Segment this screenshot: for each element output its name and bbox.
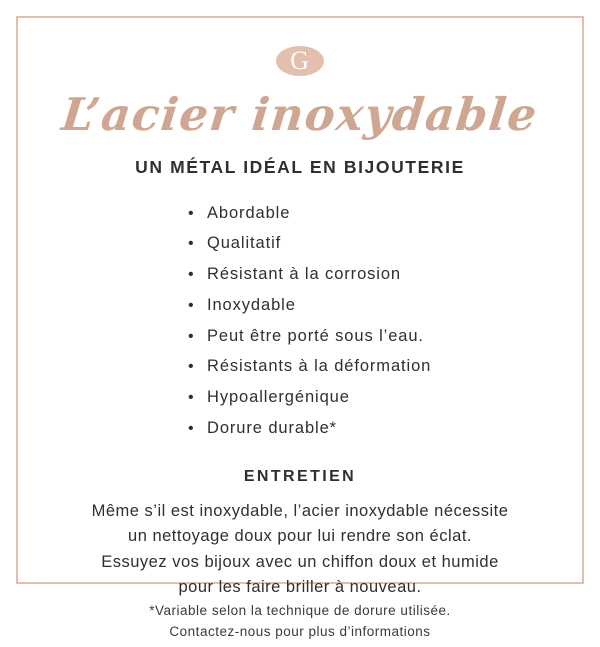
list-item-label: Peut être porté sous l’eau. xyxy=(207,326,424,345)
footnote-contact: Contactez-nous pour plus d’informations xyxy=(169,624,431,640)
list-item-label: Hypoallergénique xyxy=(207,388,350,407)
list-item xyxy=(188,385,350,411)
list-item xyxy=(188,201,290,227)
list-item xyxy=(188,293,296,319)
list-item-label: Abordable xyxy=(207,203,291,222)
care-line: pour les faire briller à nouveau. xyxy=(178,577,422,596)
list-item-label: Résistants à la déformation xyxy=(207,357,432,376)
care-line: Même s’il est inoxydable, l’acier inoxydable nécessite xyxy=(91,502,509,521)
footnote-gilding: *Variable selon la technique de dorure utilisée. xyxy=(149,602,451,618)
bullet-icon: • xyxy=(188,358,195,376)
bullet-icon: • xyxy=(188,296,195,314)
list-item xyxy=(188,262,401,288)
list-item xyxy=(188,416,337,442)
card-content xyxy=(14,14,586,640)
care-line: Essuyez vos bijoux avec un chiffon doux et humide xyxy=(101,552,499,571)
bullet-icon: • xyxy=(188,420,195,438)
care-instructions xyxy=(92,499,509,599)
list-item-label: Qualitatif xyxy=(207,234,282,253)
list-item-label: Dorure durable* xyxy=(207,419,337,438)
bullet-icon: • xyxy=(188,235,195,253)
page-title: L’acier inoxydable xyxy=(59,88,541,141)
care-section-title: ENTRETIEN xyxy=(243,468,357,486)
list-item-label: Résistant à la corrosion xyxy=(207,265,402,284)
monogram-letter: G xyxy=(290,46,310,75)
footnotes xyxy=(149,600,450,647)
list-item-label: Inoxydable xyxy=(207,295,296,314)
list-item xyxy=(188,324,424,350)
benefits-list xyxy=(58,198,542,444)
brand-monogram xyxy=(276,46,324,76)
bullet-icon: • xyxy=(188,327,195,345)
list-item xyxy=(188,354,431,380)
care-line: un nettoyage doux pour lui rendre son éclat. xyxy=(128,527,472,546)
bullet-icon: • xyxy=(188,204,195,222)
bullet-icon: • xyxy=(188,266,195,284)
list-item xyxy=(188,231,281,257)
bullet-icon: • xyxy=(188,389,195,407)
page-subtitle: UN MÉTAL IDÉAL EN BIJOUTERIE xyxy=(135,157,465,177)
